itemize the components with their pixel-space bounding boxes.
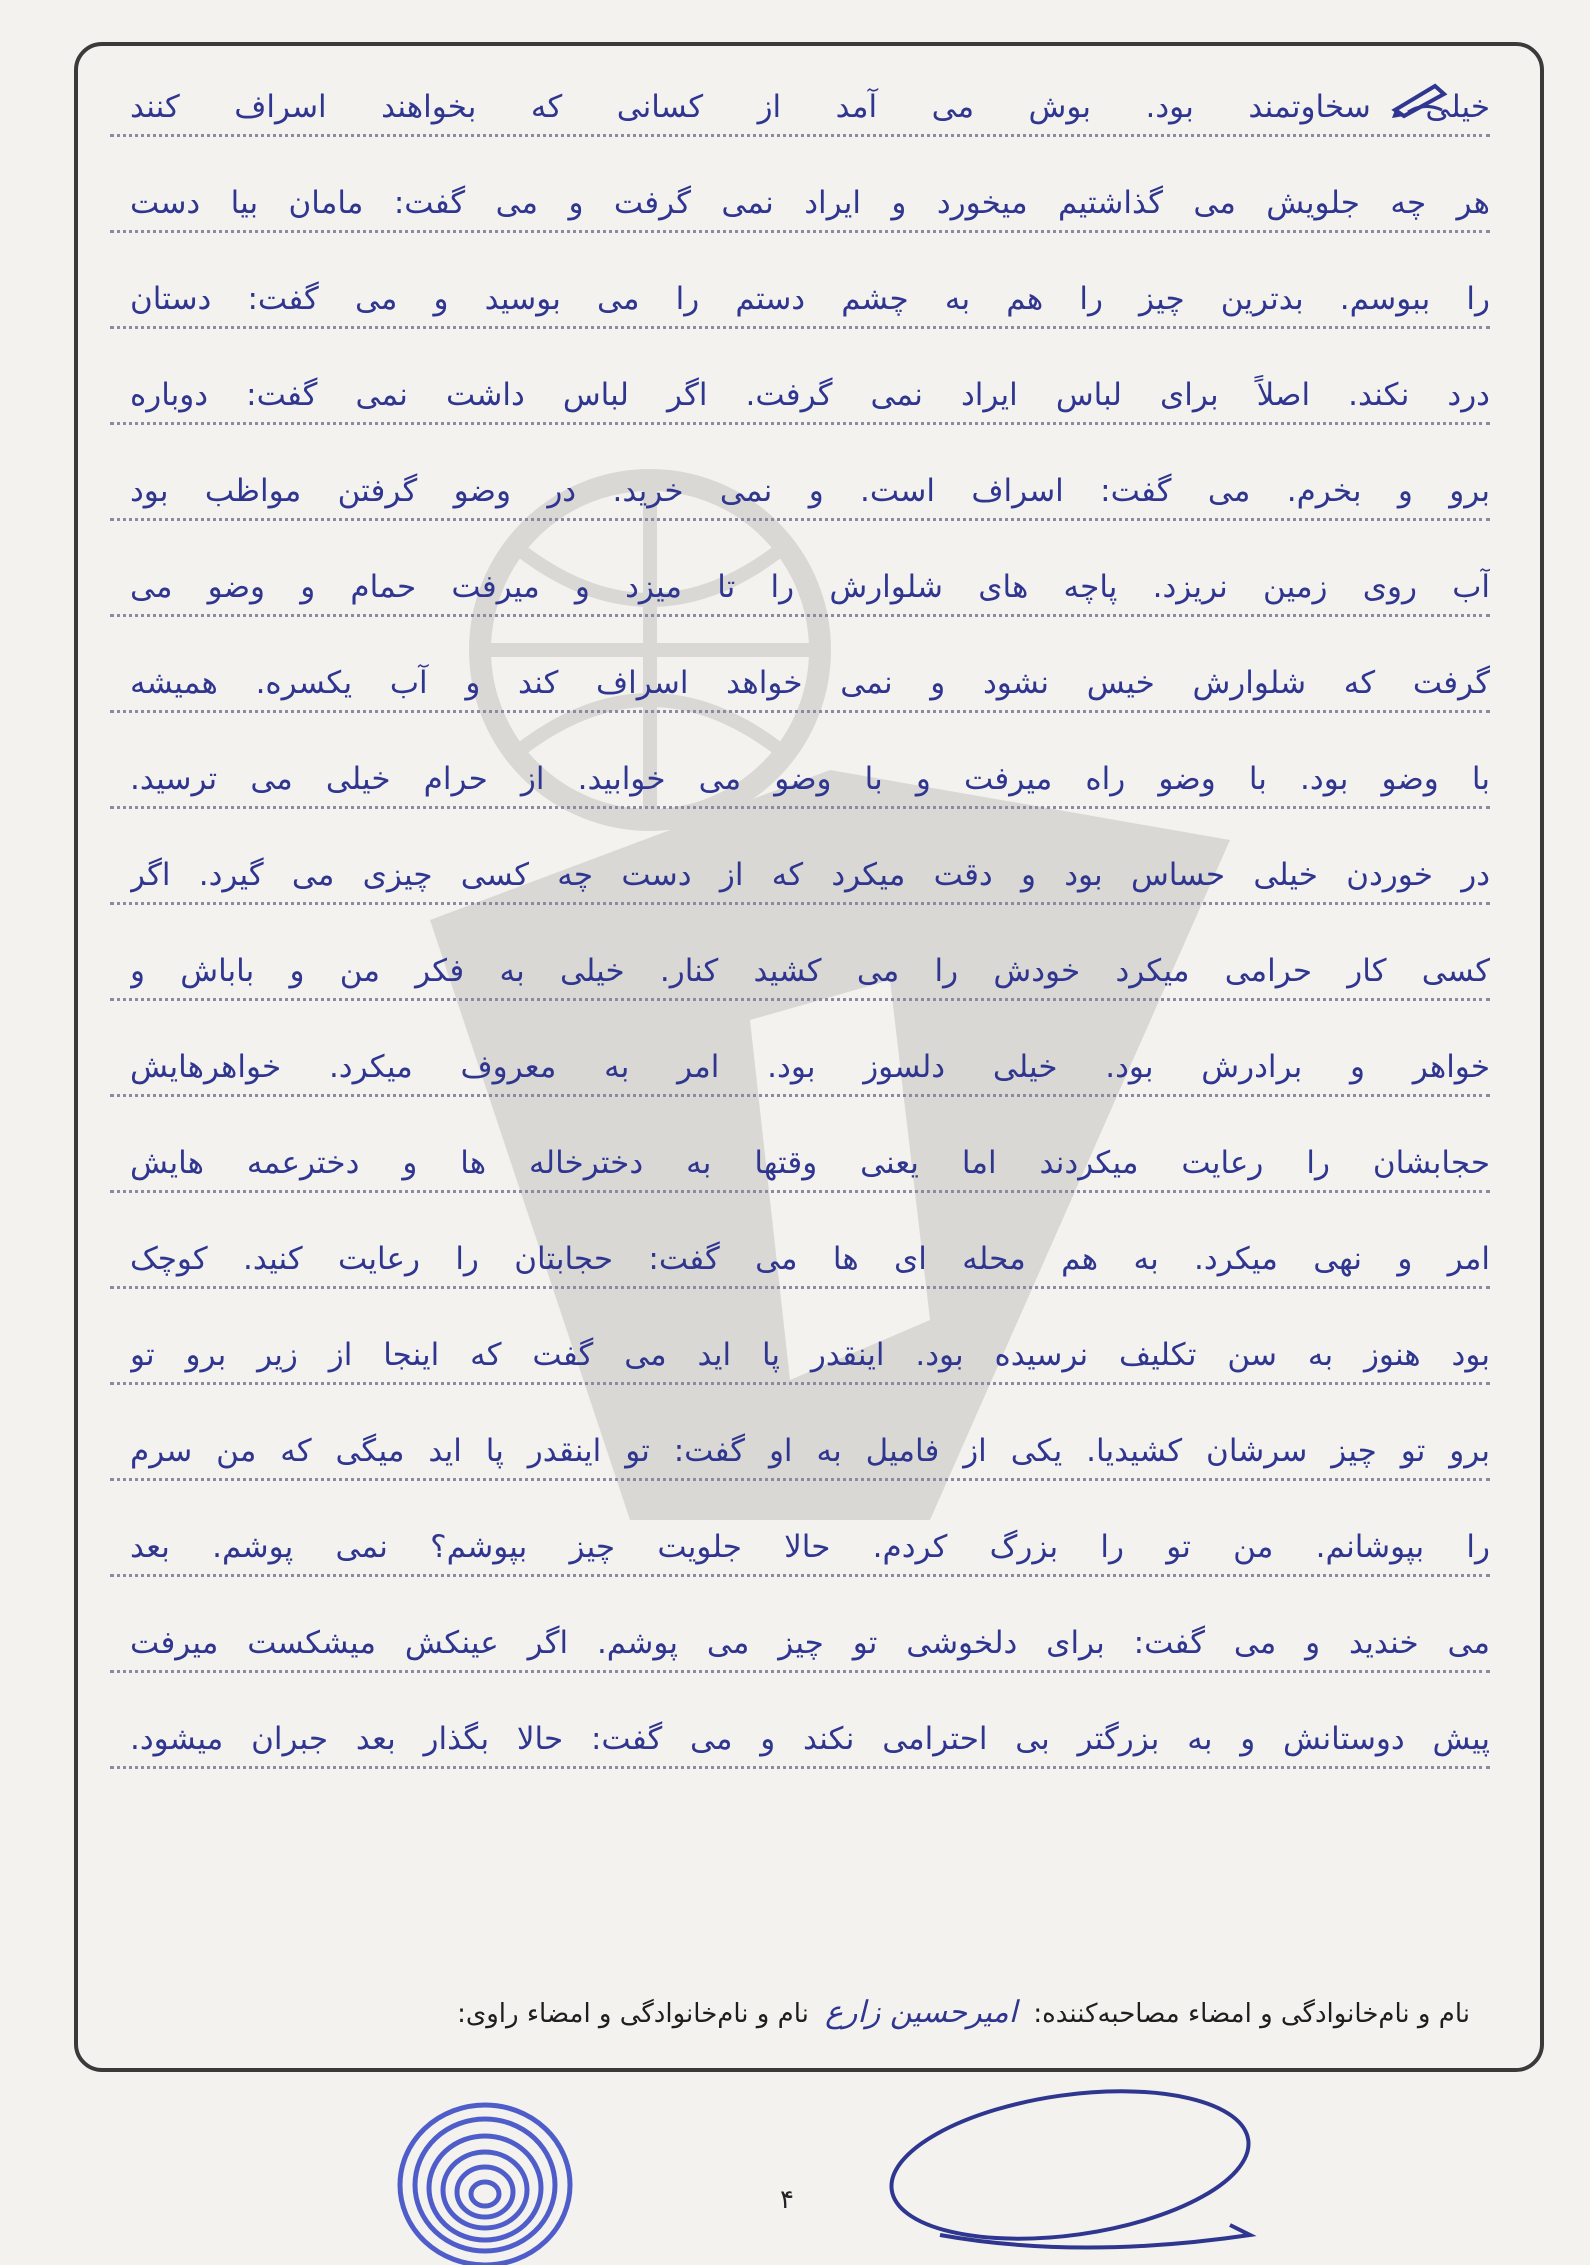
dotted-guide-line: [110, 710, 1490, 713]
dotted-guide-line: [110, 1094, 1490, 1097]
dotted-guide-line: [110, 518, 1490, 521]
dotted-guide-line: [110, 1574, 1490, 1577]
narrator-signature: [880, 2085, 1280, 2265]
dotted-guide-line: [110, 806, 1490, 809]
text-line: برو تو چیز سرشان کشیدیا. یکی از فامیل به او گفت: تو اینقدر پا اید میگی که من سرم: [130, 1433, 1490, 1469]
dotted-guide-line: [110, 1766, 1490, 1769]
text-line: خواهر و برادرش بود. خیلی دلسوز بود. امر به معروف میکرد. خواهرهایش: [130, 1049, 1490, 1085]
interviewer-name: امیرحسین زارع: [825, 1995, 1018, 2030]
text-line: خیلی سخاوتمند بود. بوش می آمد از کسانی که بخواهند اسراف کنند: [130, 89, 1490, 125]
dotted-guide-line: [110, 998, 1490, 1001]
text-line: درد نکند. اصلاً برای لباس ایراد نمی گرفت. اگر لباس داشت نمی گفت: دوباره: [130, 377, 1490, 413]
text-line: امر و نهی میکرد. به هم محله ای ها می گفت: حجابتان را رعایت کنید. کوچک: [130, 1241, 1490, 1277]
dotted-guide-line: [110, 902, 1490, 905]
signature-footer: [110, 1995, 1470, 2030]
text-line: را بپوشانم. من تو را بزرگ کردم. حالا جلویت چیز بپوشم؟ نمی پوشم. بعد: [130, 1529, 1490, 1565]
dotted-guide-line: [110, 1382, 1490, 1385]
narrator-label: نام و نام‌خانوادگی و امضاء راوی:: [457, 1999, 809, 2029]
dotted-guide-line: [110, 422, 1490, 425]
dotted-guide-line: [110, 614, 1490, 617]
dotted-guide-line: [110, 326, 1490, 329]
text-line: کسی کار حرامی میکرد خودش را می کشید کنار. خیلی به فکر من و باباش و: [130, 953, 1490, 989]
text-line: گرفت که شلوارش خیس نشود و نمی خواهد اسراف کند و آب یکسره. همیشه: [130, 665, 1490, 701]
text-line: می خندید و می گفت: برای دلخوشی تو چیز می پوشم. اگر عینکش میشکست میرفت: [130, 1625, 1490, 1661]
dotted-guide-line: [110, 1478, 1490, 1481]
interviewer-label: نام و نام‌خانوادگی و امضاء مصاحبه‌کننده:: [1033, 1999, 1470, 2029]
fingerprint-stamp: [390, 2090, 580, 2265]
dotted-guide-line: [110, 134, 1490, 137]
text-line: آب روی زمین نریزد. پاچه های شلوارش را تا میزد و میرفت حمام و وضو می: [130, 569, 1490, 605]
text-line: را ببوسم. بدترین چیز را هم به چشم دستم را می بوسید و می گفت: دستان: [130, 281, 1490, 317]
dotted-guide-line: [110, 1670, 1490, 1673]
dotted-guide-line: [110, 1190, 1490, 1193]
text-line: در خوردن خیلی حساس بود و دقت میکرد که از دست چه کسی چیزی می گیرد. اگر: [130, 857, 1490, 893]
text-line: پیش دوستانش و به بزرگتر بی احترامی نکند و می گفت: حالا بگذار بعد جبران میشود.: [130, 1721, 1490, 1757]
text-line: برو و بخرم. می گفت: اسراف است. و نمی خرید. در وضو گرفتن مواظب بود: [130, 473, 1490, 509]
text-line: بود هنوز به سن تکلیف نرسیده بود. اینقدر پا اید می گفت که اینجا از زیر برو تو: [130, 1337, 1490, 1373]
dotted-guide-line: [110, 230, 1490, 233]
dotted-guide-line: [110, 1286, 1490, 1289]
text-line: حجابشان را رعایت میکردند اما یعنی وقتها به دخترخاله ها و دخترعمه هایش: [130, 1145, 1490, 1181]
text-line: با وضو بود. با وضو راه میرفت و با وضو می خوابید. از حرام خیلی می ترسید.: [130, 761, 1490, 797]
text-line: هر چه جلویش می گذاشتیم میخورد و ایراد نمی گرفت و می گفت: مامان بیا دست: [130, 185, 1490, 221]
page-number: ۴: [780, 2185, 794, 2215]
